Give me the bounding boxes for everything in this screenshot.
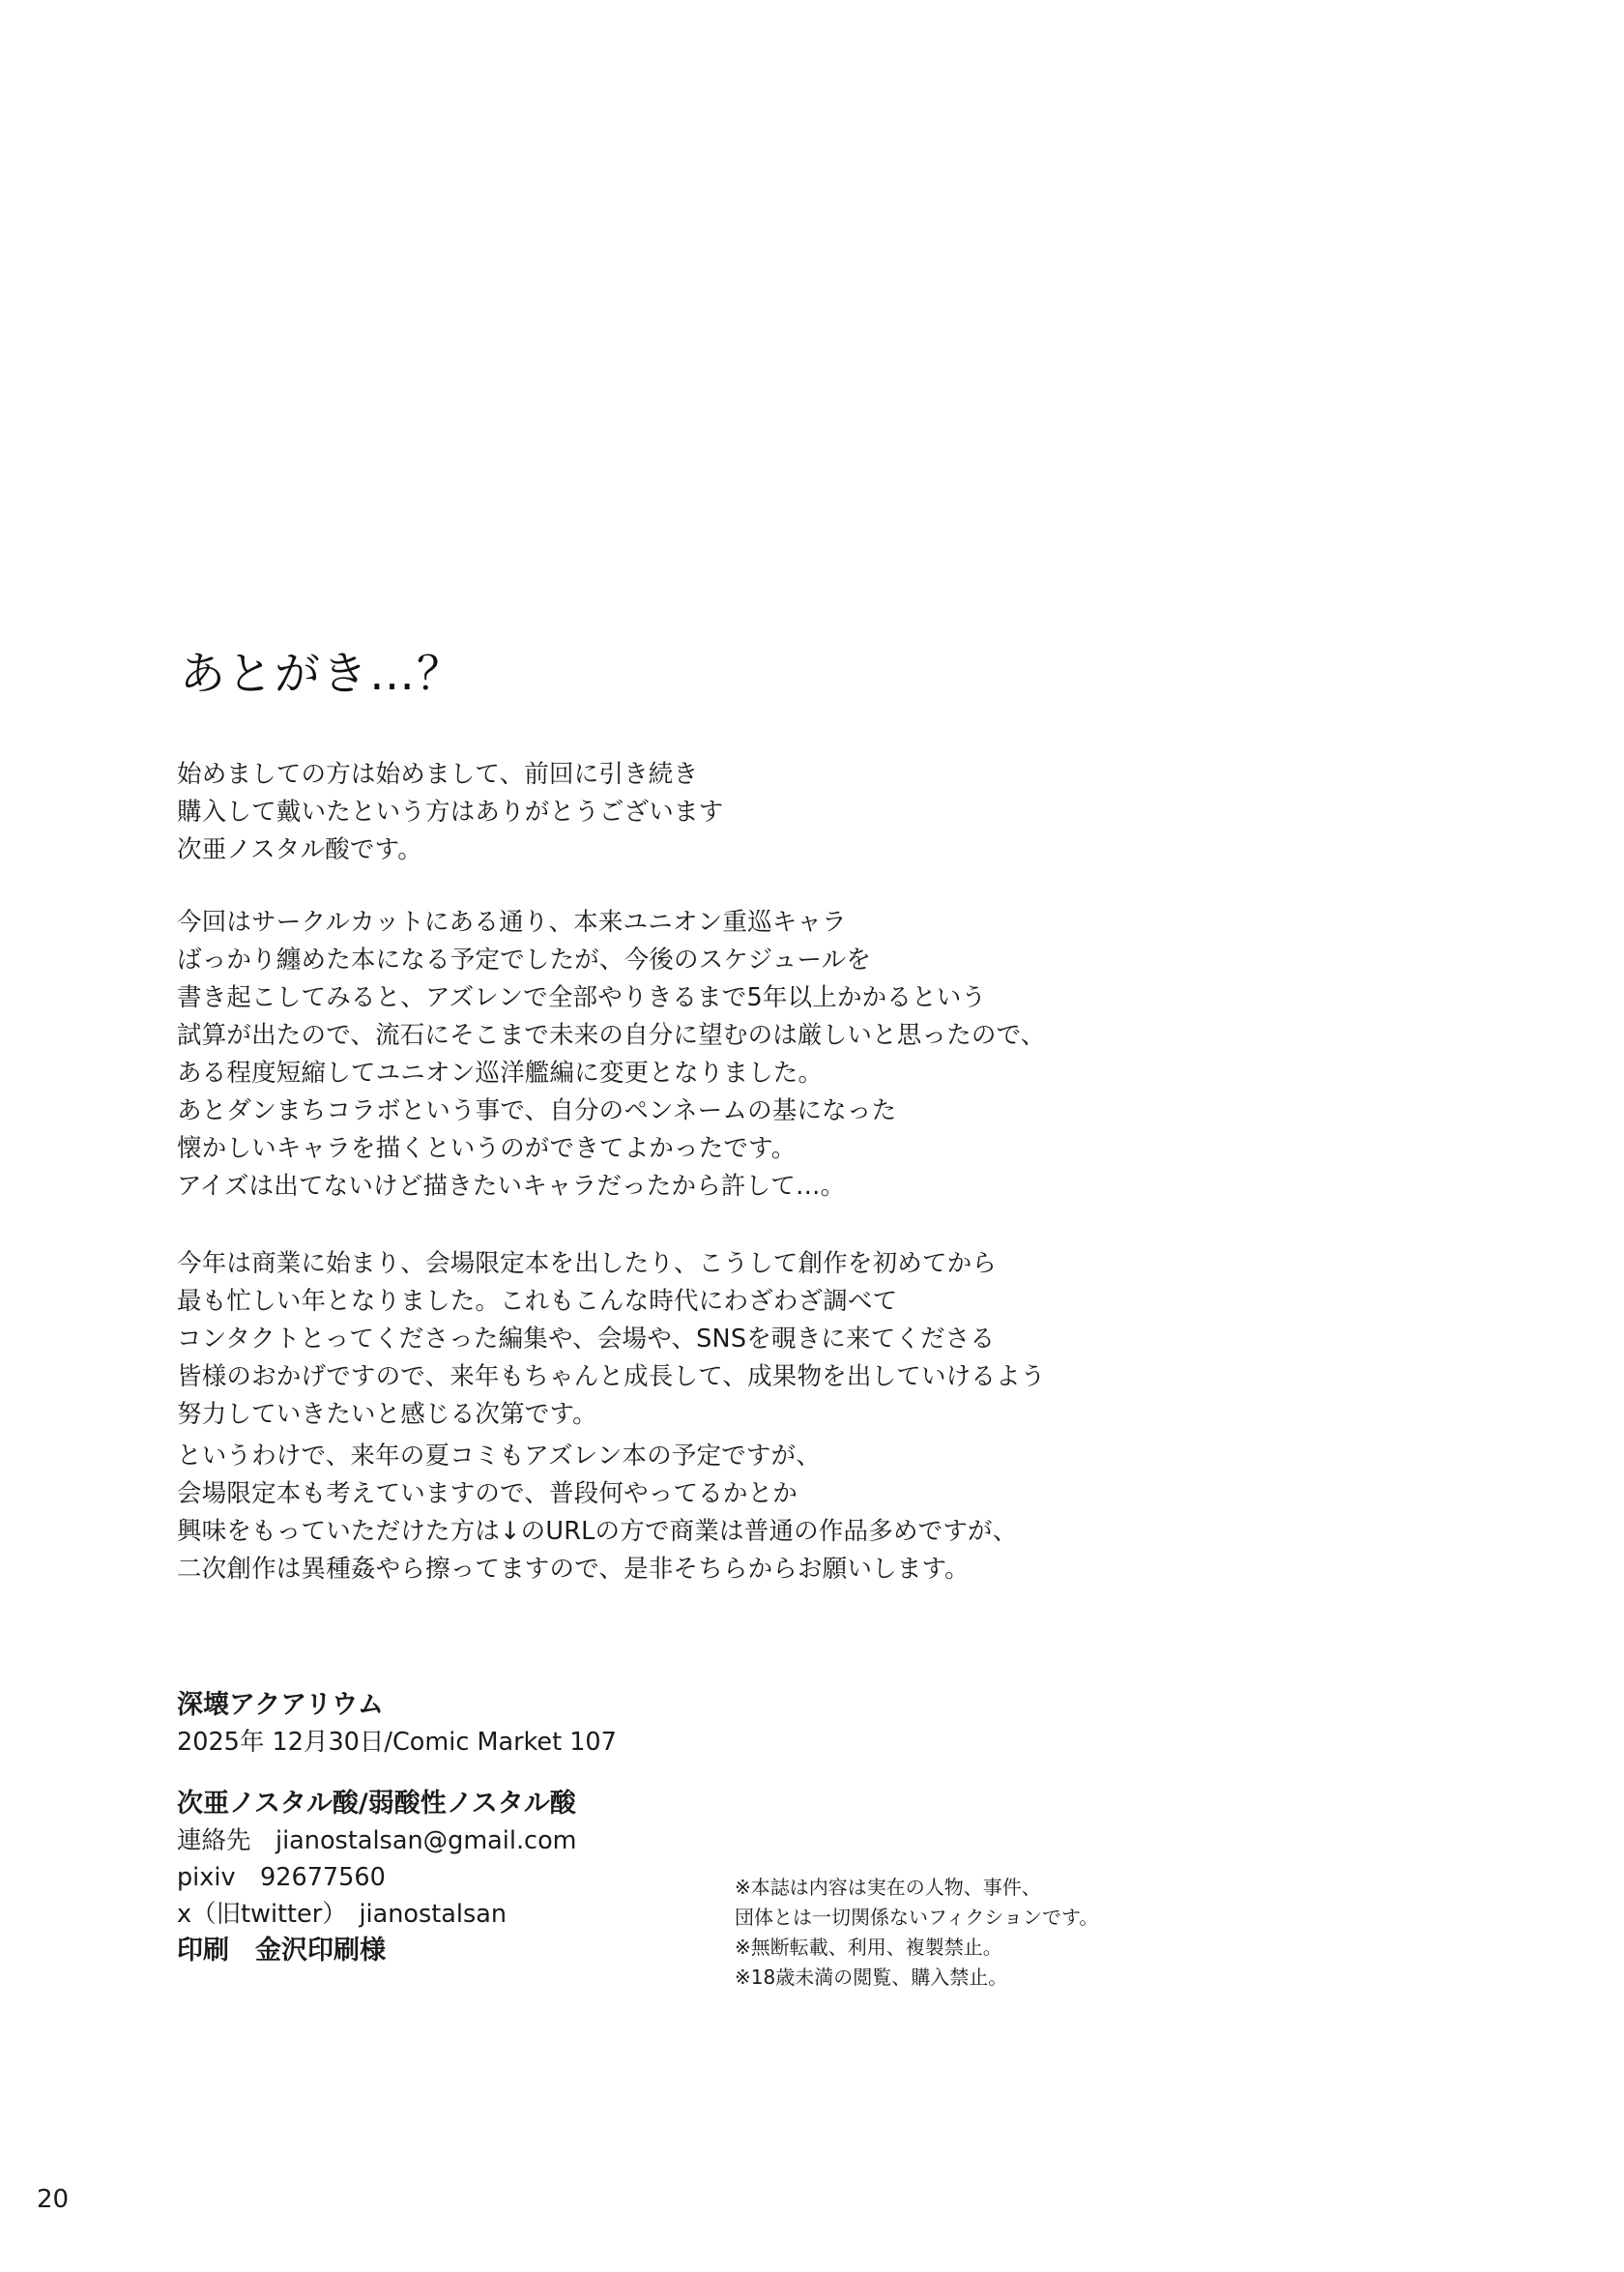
afterword-line: 今年は商業に始まり、会場限定本を出したり、こうして創作を初めてから [177,1249,998,1278]
afterword-line: コンタクトとってくださった編集や、会場や、SNSを覗きに来てくださる [177,1325,996,1354]
afterword-paragraph-1 [177,756,723,869]
afterword-line: 皆様のおかげですので、来年もちゃんと成長して、成果物を出していけるよう [177,1362,1046,1391]
afterword-paragraph-4 [177,1438,1017,1588]
afterword-line: 今回はサークルカットにある通り、本来ユニオン重巡キャラ [177,908,847,937]
afterword-paragraph-2 [177,904,1045,1206]
afterword-line: 興味をもっていただけた方は↓のURLの方で商業は普通の作品多めですが、 [177,1517,1018,1546]
afterword-line: 次亜ノスタル酸です。 [177,835,422,864]
afterword-line: あとダンまちコラボという事で、自分のペンネームの基になった [177,1096,897,1125]
legal-note-line: ※18歳未満の閲覧、購入禁止。 [735,1966,1008,1989]
afterword-line: 会場限定本も考えていますので、普段何やってるかとか [177,1479,798,1508]
afterword-line: 試算が出たので、流石にそこまで未来の自分に望むのは厳しいと思ったので、 [177,1021,1046,1050]
colophon-spacer [177,1761,617,1786]
afterword-line: 最も忙しい年となりました。これもこんな時代にわざわざ調べて [177,1287,898,1316]
colophon-printer: 印刷 金沢印刷様 [177,1936,386,1966]
colophon-publication-date: 2025年 12月30日/Comic Market 107 [177,1728,617,1757]
colophon [177,1687,617,1969]
afterword-line: 努力していきたいと感じる次第です。 [177,1400,597,1429]
afterword-line: アイズは出てないけど描きたいキャラだったから許して…。 [177,1172,846,1201]
afterword-line: 購入して戴いたという方はありがとうございます [177,798,724,827]
afterword-line: 二次創作は異種姦やら擦ってますので、是非そちらからお願いします。 [177,1555,970,1584]
page-title: あとがき…？ [180,648,464,701]
afterword-line: ばっかり纏めた本になる予定でしたが、今後のスケジュールを [177,946,872,975]
legal-note-line: 団体とは一切関係ないフィクションです。 [735,1906,1099,1929]
afterword-paragraph-3 [177,1245,1045,1434]
colophon-pixiv: pixiv 92677560 [177,1863,386,1892]
colophon-book-title: 深壊アクアリウム [177,1690,384,1720]
legal-note-line: ※本誌は内容は実在の人物、事件、 [735,1876,1041,1899]
afterword-line: 書き起こしてみると、アズレンで全部やりきるまで5年以上かかるという [177,983,987,1012]
afterword-line: 懐かしいキャラを描くというのができてよかったです。 [177,1134,797,1163]
legal-note-line: ※無断転載、利用、複製禁止。 [735,1936,1002,1959]
afterword-line: 始めましての方は始めまして、前回に引き続き [177,760,699,789]
afterword-line: ある程度短縮してユニオン巡洋艦編に変更となりました。 [177,1059,824,1088]
legal-notes [735,1873,1098,1993]
colophon-twitter: x（旧twitter） jianostalsan [177,1900,508,1929]
colophon-circle-name: 次亜ノスタル酸/弱酸性ノスタル酸 [177,1789,576,1819]
afterword-line: というわけで、来年の夏コミもアズレン本の予定ですが、 [177,1442,822,1471]
page-number: 20 [37,2185,70,2214]
colophon-contact: 連絡先 jianostalsan@gmail.com [177,1826,577,1855]
